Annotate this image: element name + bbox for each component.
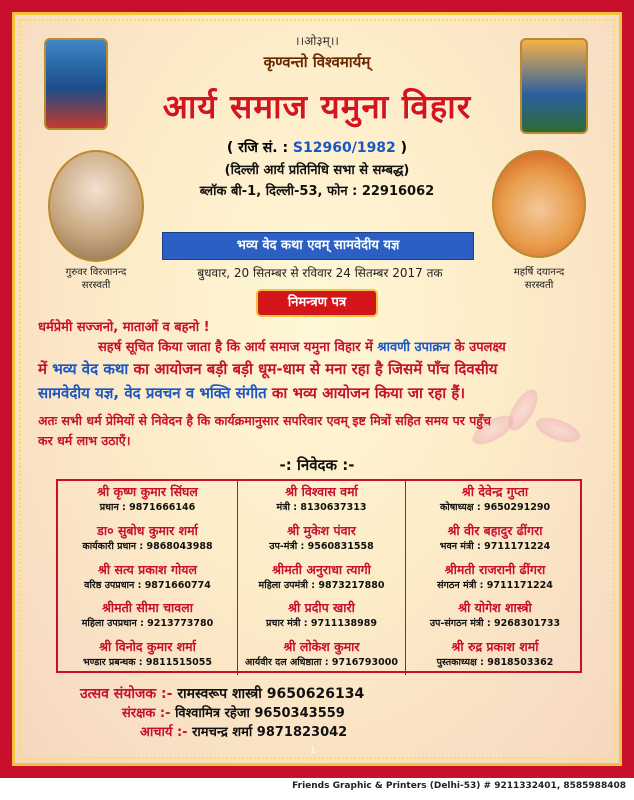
highlight-shravani: श्रावणी उपाक्रम bbox=[377, 340, 451, 355]
member-role-phone: महिला उपप्रधान : 9213773780 bbox=[81, 618, 214, 630]
member-role-phone: भवन मंत्री : 9711171224 bbox=[439, 540, 551, 552]
caption-line: सरस्वती bbox=[81, 280, 111, 291]
virjanand-portrait bbox=[48, 150, 144, 262]
highlight-samvediya: सामवेदीय यज्ञ, वेद प्रवचन व भक्ति संगीत bbox=[38, 384, 267, 402]
member-name: श्रीमती सीमा चावला bbox=[102, 600, 193, 616]
invitation-badge: निमन्त्रण पत्र bbox=[258, 291, 376, 315]
member-role-phone: महिला उपमंत्री : 9873217880 bbox=[258, 579, 385, 591]
motto: कृण्वन्तो विश्वमार्यम् bbox=[263, 53, 371, 71]
member-entry bbox=[58, 559, 237, 598]
member-entry bbox=[58, 481, 237, 520]
address-phone: ब्लॉक बी-1, दिल्ली-53, फोन : 22916062 bbox=[199, 184, 435, 199]
krishna-portrait bbox=[44, 38, 108, 130]
member-role-phone: वरिष्ठ उपप्रधान : 9871660774 bbox=[84, 579, 211, 591]
acharya-value: रामचन्द्र शर्मा 9871823042 bbox=[192, 725, 348, 740]
member-entry bbox=[406, 520, 584, 559]
body-line bbox=[38, 339, 598, 357]
member-name: श्री लोकेश कुमार bbox=[283, 639, 360, 655]
member-role-phone: कार्यकारी प्रधान : 9868043988 bbox=[82, 540, 213, 552]
caption-line: सरस्वती bbox=[524, 280, 554, 291]
body-line bbox=[38, 384, 598, 402]
member-name: श्री विनोद कुमार शर्मा bbox=[99, 639, 196, 655]
event-dates: बुधवार, 20 सितम्बर से रविवार 24 सितम्बर 2017 तक bbox=[197, 266, 443, 280]
printer-credit: Friends Graphic & Printers (Delhi-53) # 9211332401, 8585988408 bbox=[292, 781, 626, 791]
organization-title: आर्य समाज यमुना विहार bbox=[162, 87, 472, 126]
acharya-label: आचार्य :- bbox=[140, 725, 193, 740]
dayanand-caption bbox=[482, 266, 596, 292]
member-role-phone: कोषाध्यक्ष : 9650291290 bbox=[439, 502, 551, 513]
affiliation: (दिल्ली आर्य प्रतिनिधि सभा से सम्बद्ध) bbox=[224, 163, 410, 178]
body-text: के उपलक्ष्य bbox=[450, 340, 506, 355]
member-name: श्री रुद्र प्रकाश शर्मा bbox=[451, 639, 539, 655]
patron-label: संरक्षक :- bbox=[122, 706, 176, 721]
member-role-phone: संगठन मंत्री : 9711171224 bbox=[437, 579, 553, 591]
member-name: श्री कृष्ण कुमार सिंघल bbox=[97, 484, 198, 499]
dayanand-portrait bbox=[492, 150, 586, 258]
body-text: सहर्ष सूचित किया जाता है कि आर्य समाज यमुना विहार में bbox=[98, 340, 378, 355]
body-text: का भव्य आयोजन किया जा रहा हैं। bbox=[266, 384, 466, 402]
caption-line: महर्षि दयानन्द bbox=[513, 267, 565, 278]
member-role-phone: उप-संगठन मंत्री : 9268301733 bbox=[429, 618, 561, 630]
member-name: श्री विश्वास वर्मा bbox=[285, 484, 358, 499]
member-role-phone: भण्डार प्रबन्धक : 9811515055 bbox=[82, 657, 213, 669]
member-name: श्रीमती राजरानी ढींगरा bbox=[444, 561, 546, 577]
member-entry bbox=[238, 559, 405, 598]
member-role-phone: प्रधान : 9871666146 bbox=[99, 502, 196, 513]
highlight-ved-katha: भव्य वेद कथा bbox=[52, 360, 129, 378]
member-name: श्री मुकेश पंवार bbox=[287, 522, 356, 538]
member-name: डा० सुबोध कुमार शर्मा bbox=[97, 522, 198, 538]
body-text: में bbox=[38, 360, 53, 378]
member-role-phone: आर्यवीर दल अधिष्ठाता : 9716793000 bbox=[245, 657, 398, 669]
member-name: श्री वीर बहादुर ढींगरा bbox=[447, 522, 543, 538]
body-text: का आयोजन बड़ी बड़ी धूम-धाम से मना रहा है जिसमें पाँच दिवसीय bbox=[128, 360, 498, 378]
member-entry bbox=[406, 597, 584, 636]
body-line: अतः सभी धर्म प्रेमियों से निवेदन है कि कार्यक्रमानुसार सपरिवार एवम् इष्ट मित्रों सहित समय पर पहुँच bbox=[38, 413, 491, 428]
virjanand-caption bbox=[36, 266, 156, 292]
member-entry bbox=[58, 636, 237, 675]
member-entry bbox=[238, 636, 405, 675]
registration-close: ) bbox=[395, 140, 408, 156]
member-role-phone: उप-मंत्री : 9560831558 bbox=[269, 540, 374, 552]
member-name: श्री योगेश शास्त्री bbox=[458, 600, 532, 616]
registration-label: ( रजि सं. : bbox=[226, 140, 293, 156]
festival-convener bbox=[80, 684, 364, 703]
member-entry bbox=[238, 520, 405, 559]
member-role-phone: पुस्तकाध्यक्ष : 9818503362 bbox=[436, 657, 554, 669]
member-role-phone: मंत्री : 8130637313 bbox=[276, 502, 367, 513]
om-heading: ।।ओ३म्।। bbox=[295, 34, 339, 48]
event-banner: भव्य वेद कथा एवम् सामवेदीय यज्ञ bbox=[162, 232, 474, 260]
body-line: कर धर्म लाभ उठाएँ। bbox=[38, 433, 131, 448]
member-entry bbox=[58, 597, 237, 636]
patron bbox=[122, 703, 345, 721]
convener-label: उत्सव संयोजक :- bbox=[80, 686, 178, 702]
patron-value: विश्वामित्र रहेजा 9650343559 bbox=[175, 706, 345, 721]
member-name: श्रीमती अनुराधा त्यागी bbox=[272, 561, 371, 577]
member-name: श्री प्रदीप खारी bbox=[288, 600, 355, 616]
ram-portrait bbox=[520, 38, 588, 134]
page-number: 1 bbox=[310, 746, 316, 756]
caption-line: गुरुवर विरजानन्द bbox=[65, 267, 127, 278]
members-grid bbox=[56, 479, 582, 673]
member-name: श्री सत्य प्रकाश गोयल bbox=[98, 561, 197, 577]
member-entry bbox=[238, 481, 405, 520]
body-line bbox=[38, 360, 598, 378]
member-entry bbox=[406, 559, 584, 598]
member-entry bbox=[406, 636, 584, 675]
convener-value: रामस्वरूप शास्त्री 9650626134 bbox=[177, 686, 365, 702]
members-column bbox=[238, 481, 406, 675]
member-entry bbox=[238, 597, 405, 636]
member-name: श्री देवेन्द्र गुप्ता bbox=[461, 484, 529, 499]
member-entry bbox=[58, 520, 237, 559]
registration-number: S12960/1982 bbox=[292, 140, 396, 156]
greeting: धर्मप्रेमी सज्जनो, माताओं व बहनो ! bbox=[38, 320, 210, 335]
acharya bbox=[140, 722, 347, 740]
members-column bbox=[406, 481, 584, 675]
member-entry bbox=[406, 481, 584, 520]
member-role-phone: प्रचार मंत्री : 9711138989 bbox=[266, 618, 377, 630]
nivedak-heading: -: निवेदक :- bbox=[279, 456, 355, 474]
members-column bbox=[58, 481, 238, 675]
